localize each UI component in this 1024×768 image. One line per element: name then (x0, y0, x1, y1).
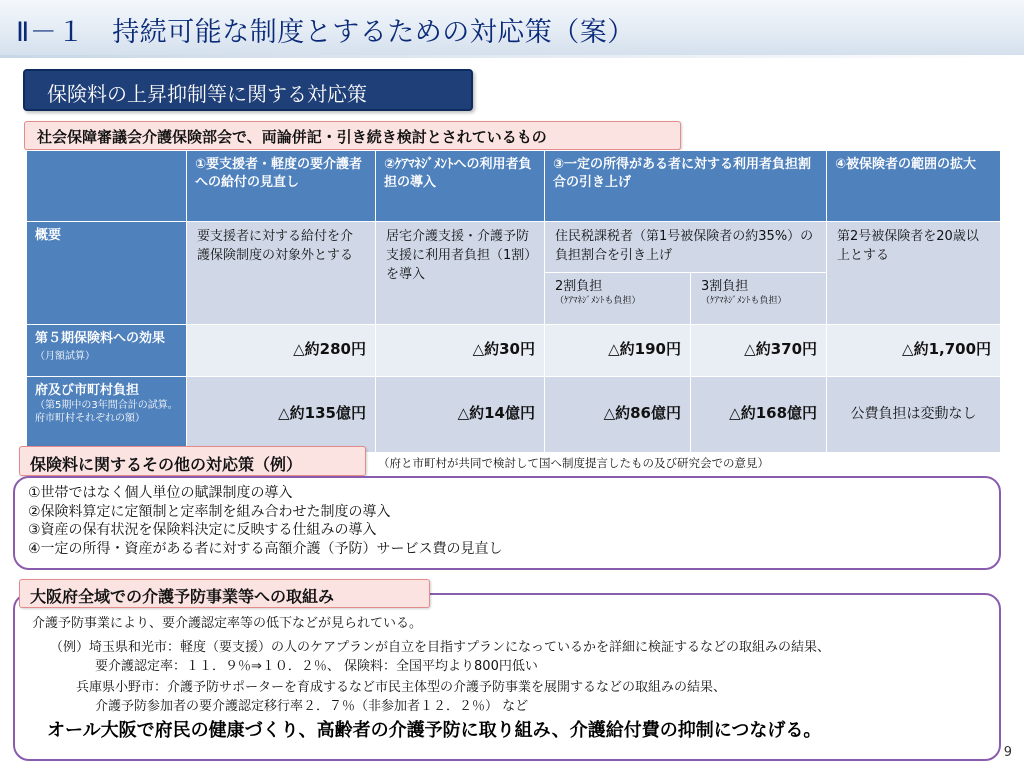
table-row-premium (27, 324, 1001, 376)
header-col-3: ③一定の所得がある者に対する利用者負担割合の引き上げ (545, 151, 827, 222)
row-label-burden (27, 376, 187, 452)
premium-col-3b: △約370円 (691, 324, 827, 376)
osaka-intro: 介護予防事業により、要介護認定率等の低下などが見られている。 (32, 616, 423, 631)
burden-2-note: （ｹｱﾏﾈｼﾞﾒﾝﾄも負担） (555, 295, 641, 306)
burden-3-note: （ｹｱﾏﾈｼﾞﾒﾝﾄも負担） (701, 295, 787, 306)
burden-col-4: 公費負担は変動なし (827, 376, 1001, 452)
page-title: Ⅱ－１ 持続可能な制度とするための対応策（案） (16, 17, 635, 48)
burden-col-3b: △約168億円 (691, 376, 827, 452)
premium-col-4: △約1,700円 (827, 324, 1001, 376)
overview-col-1: 要支援者に対する給付を介護保険制度の対象外とする (187, 222, 376, 325)
overview-col-3b (691, 272, 827, 324)
table-row-burden (27, 376, 1001, 452)
overview-col-4: 第2号被保険者を20歳以上とする (827, 222, 1001, 325)
table-header-row (27, 151, 1001, 222)
header-blank (27, 151, 187, 222)
osaka-label: 大阪府全域での介護予防事業等への取組み (19, 579, 430, 608)
header-col-2: ②ｹｱﾏﾈｼﾞﾒﾝﾄへの利用者負担の導入 (376, 151, 545, 222)
premium-col-2: △約30円 (376, 324, 545, 376)
overview-col-2: 居宅介護支援・介護予防支援に利用者負担（1割）を導入 (376, 222, 545, 325)
osaka-example-1: （例）埼玉県和光市：軽度（要支援）の人のケアプランが自立を目指すプランになっているかを詳細に検証するなどの取組みの結果、 (50, 640, 831, 655)
list-item: ④一定の所得・資産がある者に対する高額介護（予防）サービス費の見直し (28, 540, 503, 557)
header-col-4: ④被保険者の範囲の拡大 (827, 151, 1001, 222)
burden-label-note: （第5期中の3年間合計の試算。府市町村それぞれの額） (35, 400, 178, 425)
page-number: 9 (1003, 745, 1012, 760)
burden-2-label: 2割負担 (555, 278, 603, 294)
table-label: 社会保障審議会介護保険部会で、両論併記・引き続き検討とされているもの (24, 121, 681, 150)
row-label-premium (27, 324, 187, 376)
table-row-overview (27, 222, 1001, 273)
premium-label: 第５期保険料への効果 (35, 330, 166, 346)
premium-label-note: （月額試算） (35, 351, 95, 363)
osaka-example-2: 兵庫県小野市：介護予防サポーターを育成するなど市民主体型の介護予防事業を展開するなどの取組みの結果、 (76, 680, 727, 695)
row-label-overview: 概要 (27, 222, 187, 325)
overview-col-3: 住民税課税者（第1号被保険者の約35%）の負担割合を引き上げ (545, 222, 827, 273)
section-heading: 保険料の上昇抑制等に関する対応策 (23, 69, 473, 111)
list-item: ①世帯ではなく個人単位の賦課制度の導入 (28, 485, 293, 501)
premium-col-1: △約280円 (187, 324, 376, 376)
list-item: ②保険料算定に定額制と定率制を組み合わせた制度の導入 (28, 503, 391, 520)
premium-col-3a: △約190円 (545, 324, 691, 376)
measures-table (26, 150, 1001, 453)
burden-col-2: △約14億円 (376, 376, 545, 452)
overview-col-3a (545, 272, 691, 324)
other-measures-note: （府と市町村が共同で検討して国へ制度提言したもの及び研究会での意見） (378, 456, 769, 470)
title-band (0, 0, 1024, 58)
other-measures-list (28, 484, 503, 558)
osaka-conclusion: オール大阪で府民の健康づくり、高齢者の介護予防に取り組み、介護給付費の抑制につなげる。 (47, 720, 822, 741)
header-col-1: ①要支援者・軽度の要介護者への給付の見直し (187, 151, 376, 222)
burden-3-label: 3割負担 (701, 278, 749, 294)
osaka-example-2-result: 介護予防参加者の要介護認定移行率２．７％（非参加者１２．２％） など (95, 699, 529, 714)
osaka-example-1-result: 要介護認定率：１１．９％⇒１０．２％、 保険料：全国平均より800円低い (95, 659, 538, 674)
other-measures-label: 保険料に関するその他の対応策（例） (19, 446, 366, 476)
burden-col-3a: △約86億円 (545, 376, 691, 452)
list-item: ③資産の保有状況を保険料決定に反映する仕組みの導入 (28, 522, 377, 538)
burden-label: 府及び市町村負担 (35, 382, 140, 398)
burden-col-1: △約135億円 (187, 376, 376, 452)
